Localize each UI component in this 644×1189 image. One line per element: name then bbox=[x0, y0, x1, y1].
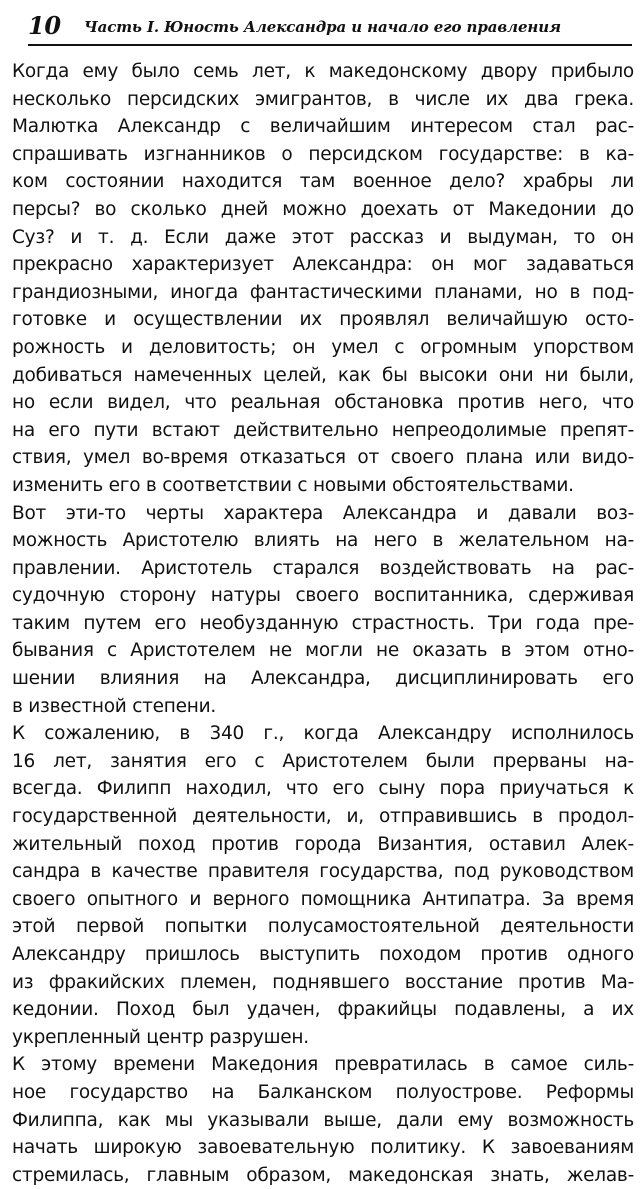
text-line: 16 лет, занятия его с Аристотелем были прерваны на- bbox=[12, 750, 634, 772]
text-line: рожность и деловитость; он умел с огромным упорством bbox=[12, 336, 634, 358]
header-title: Часть I. Юность Александра и начало его правления bbox=[84, 18, 561, 36]
text-line: Александру пришлось выступить походом против одного bbox=[12, 944, 634, 965]
text-line: но если видел, что реальная обстановка против него, что bbox=[12, 392, 634, 414]
text-line: на его пути встают действительно непреодолимые препят- bbox=[12, 419, 634, 441]
text-line: правлении. Аристотель старался воздействовать на рас- bbox=[12, 557, 634, 579]
text-line: бывания с Аристотелем не могли не оказать в этом отно- bbox=[12, 640, 634, 662]
running-head bbox=[0, 6, 644, 46]
text-line: Суз? и т. д. Если даже этот рассказ и выдуман, то он bbox=[12, 226, 634, 248]
text-line: начать широкую завоевательную политику. К завоеваниям bbox=[12, 1137, 634, 1159]
text-line: этой первой попытки полусамостоятельной деятельности bbox=[12, 916, 634, 938]
text-line: всегда. Филипп находил, что его сыну пора приучаться к bbox=[12, 778, 634, 800]
text-line: прекрасно характеризует Александра: он мог задаваться bbox=[12, 254, 634, 276]
text-line: персы? во сколько дней можно доехать от Македонии до bbox=[12, 198, 634, 220]
text-line: сандра в качестве правителя государства, под руководством bbox=[12, 861, 634, 883]
text-line: К сожалению, в 340 г., когда Александру исполнилось bbox=[12, 723, 634, 745]
text-line: из фракийских племен, поднявшего восстание против Ма- bbox=[12, 971, 634, 993]
text-line: Филиппа, как мы указывали выше, дали ему возможность bbox=[12, 1109, 634, 1131]
text-line: в известной степени. bbox=[12, 695, 217, 717]
text-line: изменить его в соответствии с новыми обстоятельствами. bbox=[12, 474, 574, 496]
text-line: ное государство на Балканском полуострове. Реформы bbox=[12, 1081, 634, 1103]
text-line: шении влияния на Александра, дисциплинировать его bbox=[12, 668, 634, 690]
text-line: спрашивать изгнанников о персидском государстве: в ка- bbox=[12, 143, 634, 165]
text-line: К этому времени Македония превратилась в самое силь- bbox=[12, 1054, 634, 1076]
text-line: грандиозными, иногда фантастическими планами, но в под- bbox=[12, 281, 634, 303]
text-line: ствия, умел во-время отказаться от своего плана или видо- bbox=[12, 447, 634, 469]
text-line: судочную сторону натуры своего воспитанника, сдерживая bbox=[12, 585, 634, 607]
page-number: 10 bbox=[28, 11, 61, 40]
text-line: своего опытного и верного помощника Антипатра. За время bbox=[12, 888, 634, 910]
header-rule bbox=[28, 44, 632, 46]
text-line: ком состоянии находится там военное дело? храбры ли bbox=[12, 171, 634, 193]
text-line: кедонии. Поход был удачен, фракийцы подавлены, а их bbox=[12, 999, 634, 1021]
text-line: Малютка Александр с величайшим интересом стал рас- bbox=[12, 116, 634, 138]
text-line: Вот эти-то черты характера Александра и давали воз- bbox=[12, 502, 634, 524]
text-line: готовке и осуществлении их проявлял величайшую осто- bbox=[12, 309, 634, 331]
text-line: несколько персидских эмигрантов, в числе их два грека. bbox=[12, 88, 634, 110]
text-line: жительный поход против города Византия, оставил Алек- bbox=[12, 833, 634, 855]
text-line: укрепленный центр разрушен. bbox=[12, 1026, 309, 1048]
text-line: можность Аристотелю влиять на него в желательном на- bbox=[12, 530, 634, 552]
body-text bbox=[12, 58, 634, 1189]
text-line: добиваться намеченных целей, как бы высоки они ни были, bbox=[12, 364, 634, 386]
text-line: стремилась, главным образом, македонская знать, желав- bbox=[12, 1164, 634, 1186]
text-line: таким путем его необузданную страстность. Три года пре- bbox=[12, 612, 634, 634]
text-line: Когда ему было семь лет, к македонскому двору прибыло bbox=[12, 61, 634, 82]
text-line: государственной деятельности, и, отправившись в продол- bbox=[12, 806, 634, 828]
